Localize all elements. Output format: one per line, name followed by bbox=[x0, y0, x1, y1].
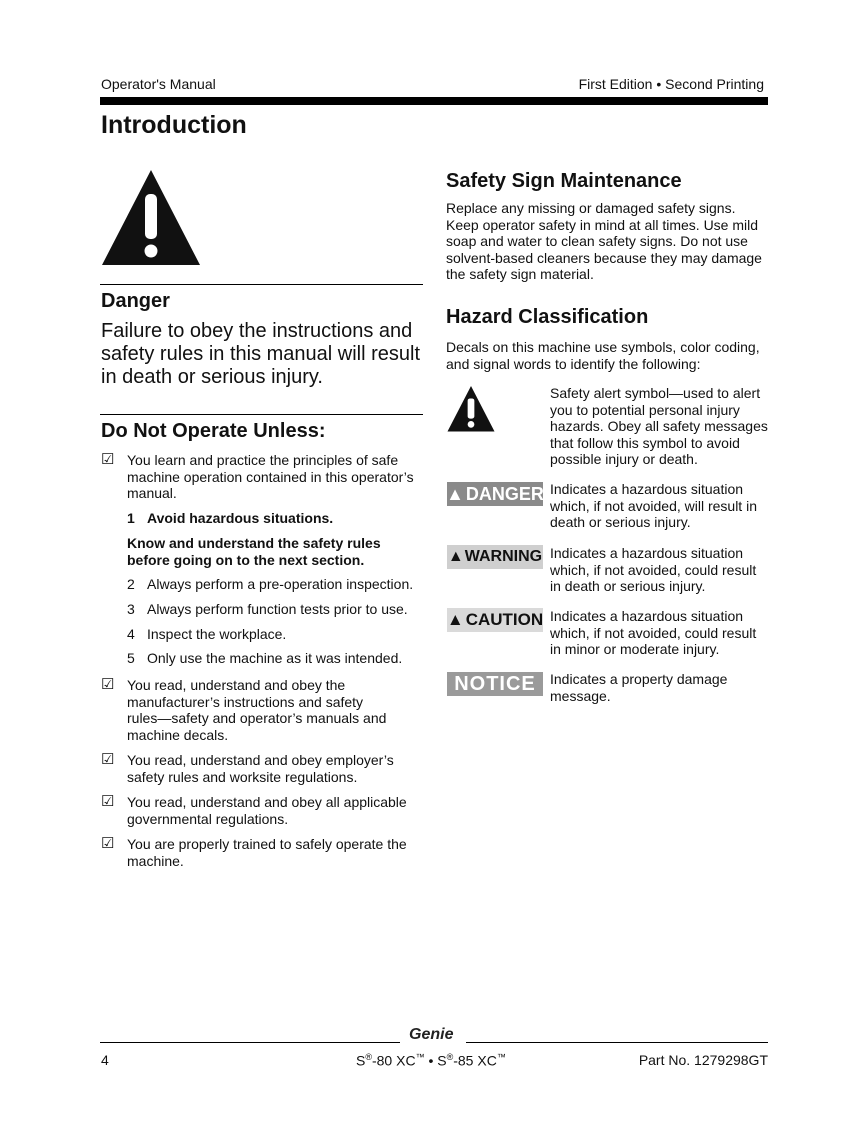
divider bbox=[100, 414, 423, 415]
checklist-item: ☑ You learn and practice the principles of safe machine operation contained in this operator’s manual. bbox=[101, 451, 414, 501]
page-title: Introduction bbox=[101, 111, 247, 139]
danger-text: Failure to obey the instructions and safety rules in this manual will result in death or serious injury. bbox=[101, 320, 421, 388]
checkbox-icon: ☑ bbox=[101, 451, 115, 468]
genie-logo: Genie bbox=[409, 1026, 454, 1043]
header-manual-name: Operator's Manual bbox=[101, 76, 216, 92]
footer-rule bbox=[100, 1042, 400, 1043]
checklist-item: ☑ You read, understand and obey the manufacturer’s instructions and safety rules—safety and operator’s manuals and machine decals. bbox=[101, 676, 387, 743]
checklist-item: ☑ You read, understand and obey employer’s safety rules and worksite regulations. bbox=[101, 751, 394, 785]
step-item: 5 Only use the machine as it was intended. bbox=[127, 650, 403, 666]
alert-icon: ▲ bbox=[446, 483, 464, 504]
step-item: 4 Inspect the workplace. bbox=[127, 626, 287, 642]
alert-icon: ▲ bbox=[447, 548, 464, 565]
alert-symbol-text: Safety alert symbol—used to alert you to potential personal injury hazards. Obey all safety messages that follow this symbol to avoid possible injury or death. bbox=[550, 385, 768, 467]
model-name: S®-80 XC™ • S®-85 XC™ bbox=[356, 1052, 506, 1069]
notice-label: NOTICE bbox=[447, 672, 543, 696]
caution-description: Indicates a hazardous situation which, if not avoided, could result in minor or moderate injury. bbox=[550, 608, 757, 657]
warning-label: ▲ WARNING bbox=[447, 545, 543, 569]
safety-alert-icon bbox=[447, 385, 495, 438]
hazard-heading: Hazard Classification bbox=[446, 306, 649, 328]
page-number: 4 bbox=[101, 1052, 109, 1068]
notice-description: Indicates a property damage message. bbox=[550, 671, 728, 704]
checklist-item: ☑ You are properly trained to safely operate the machine. bbox=[101, 835, 407, 869]
do-not-operate-heading: Do Not Operate Unless: bbox=[101, 420, 326, 442]
know-text: Know and understand the safety rules before going on to the next section. bbox=[127, 535, 381, 568]
part-number: Part No. 1279298GT bbox=[638, 1052, 768, 1068]
header-edition: First Edition • Second Printing bbox=[578, 76, 764, 92]
step-item: 3 Always perform function tests prior to use. bbox=[127, 601, 408, 617]
divider bbox=[100, 284, 423, 285]
checkbox-icon: ☑ bbox=[101, 793, 115, 810]
warning-triangle-icon bbox=[101, 168, 201, 273]
header-rule bbox=[100, 97, 768, 105]
warning-description: Indicates a hazardous situation which, if not avoided, could result in death or serious injury. bbox=[550, 545, 757, 594]
safety-sign-heading: Safety Sign Maintenance bbox=[446, 170, 682, 192]
alert-icon: ▲ bbox=[446, 610, 464, 629]
danger-heading: Danger bbox=[101, 290, 170, 312]
checklist-item: ☑ You read, understand and obey all applicable governmental regulations. bbox=[101, 793, 407, 827]
hazard-intro: Decals on this machine use symbols, color coding, and signal words to identify the following: bbox=[446, 339, 760, 372]
danger-description: Indicates a hazardous situation which, if not avoided, will result in death or serious injury. bbox=[550, 481, 757, 530]
step-item: 1 Avoid hazardous situations. bbox=[127, 510, 334, 526]
caution-label: ▲ CAUTION bbox=[447, 608, 543, 632]
checkbox-icon: ☑ bbox=[101, 835, 115, 852]
safety-sign-text: Replace any missing or damaged safety signs. Keep operator safety in mind at all times. Use mild soap and water to clean safety signs. Do not use solvent-based cleaners because they may damage the safety sign material. bbox=[446, 200, 762, 282]
step-item: 2 Always perform a pre-operation inspection. bbox=[127, 576, 414, 592]
footer-rule bbox=[466, 1042, 768, 1043]
checkbox-icon: ☑ bbox=[101, 751, 115, 768]
checkbox-icon: ☑ bbox=[101, 676, 115, 693]
danger-label: ▲ DANGER bbox=[447, 482, 543, 506]
